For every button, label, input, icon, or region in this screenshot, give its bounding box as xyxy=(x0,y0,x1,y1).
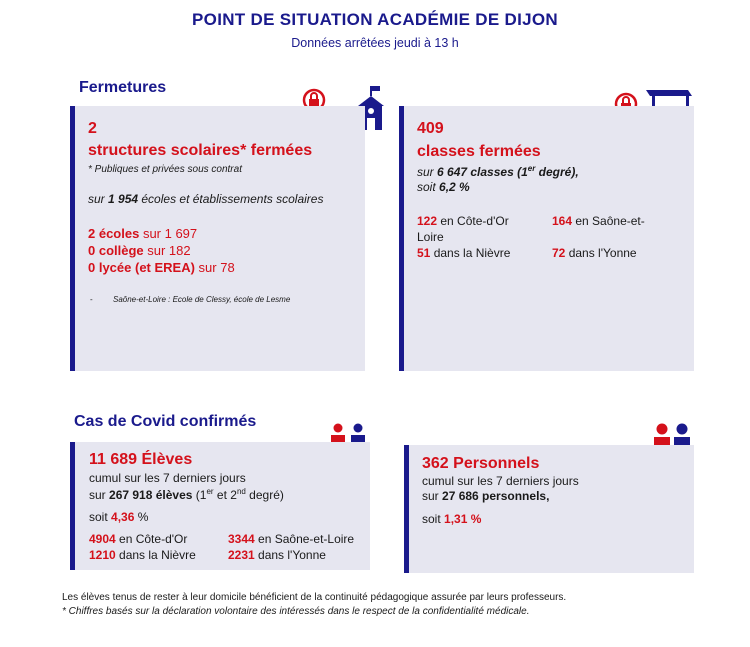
classes-saone-et-loire-cont: Loire xyxy=(417,230,444,244)
footer-note-continuity: Les élèves tenus de rester à leur domicile bénéficient de la continuité pédagogique assurée par leurs professeurs. xyxy=(62,592,567,603)
eleves-ratio: soit 4,36 % xyxy=(89,510,149,524)
structures-label: structures scolaires* fermées xyxy=(88,142,313,159)
college-line: 0 collège sur 182 xyxy=(88,243,191,258)
lycee-line: 0 lycée (et EREA) sur 78 xyxy=(88,260,235,275)
personnels-total: sur 27 686 personnels, xyxy=(422,489,550,503)
eleves-nievre: 1210 dans la Nièvre xyxy=(89,548,196,562)
section-heading-covid: Cas de Covid confirmés xyxy=(74,413,257,430)
detail-dash: - xyxy=(90,295,93,304)
eleves-yonne: 2231 dans l'Yonne xyxy=(228,548,326,562)
ecoles-line: 2 écoles sur 1 697 xyxy=(88,226,198,241)
structures-total: sur 1 954 écoles et établissements scolaires xyxy=(88,192,324,206)
classes-yonne: 72 dans l'Yonne xyxy=(552,246,637,260)
classes-total: sur 6 647 classes (1er degré), xyxy=(417,164,579,179)
personnels-headline: 362 Personnels xyxy=(422,455,540,472)
classes-cote-dor: 122 en Côte-d'Or xyxy=(417,214,509,228)
structures-count: 2 xyxy=(88,120,97,137)
classes-label: classes fermées xyxy=(417,143,541,160)
classes-nievre: 51 dans la Nièvre xyxy=(417,246,511,260)
footer-note-confidentiality: * Chiffres basés sur la déclaration volontaire des intéressés dans le respect de la confidentialité médicale. xyxy=(62,606,530,617)
eleves-cumul: cumul sur les 7 derniers jours xyxy=(89,471,246,485)
eleves-saone-et-loire: 3344 en Saône-et-Loire xyxy=(228,532,355,546)
page-subtitle: Données arrêtées jeudi à 13 h xyxy=(291,36,459,50)
page-title: POINT DE SITUATION ACADÉMIE DE DIJON xyxy=(192,10,558,29)
personnels-ratio: soit 1,31 % xyxy=(422,512,482,526)
structures-note: * Publiques et privées sous contrat xyxy=(88,164,242,175)
classes-count: 409 xyxy=(417,120,444,137)
section-heading-fermetures: Fermetures xyxy=(79,79,167,96)
eleves-total: sur 267 918 élèves (1er et 2nd degré) xyxy=(89,487,284,502)
eleves-cote-dor: 4904 en Côte-d'Or xyxy=(89,532,188,546)
classes-ratio: soit 6,2 % xyxy=(417,180,470,194)
classes-saone-et-loire: 164 en Saône-et- xyxy=(552,214,645,228)
eleves-headline: 11 689 Élèves xyxy=(89,451,193,468)
personnels-cumul: cumul sur les 7 derniers jours xyxy=(422,474,579,488)
closure-detail: Saône-et-Loire : Ecole de Clessy, école de Lesme xyxy=(113,295,291,304)
